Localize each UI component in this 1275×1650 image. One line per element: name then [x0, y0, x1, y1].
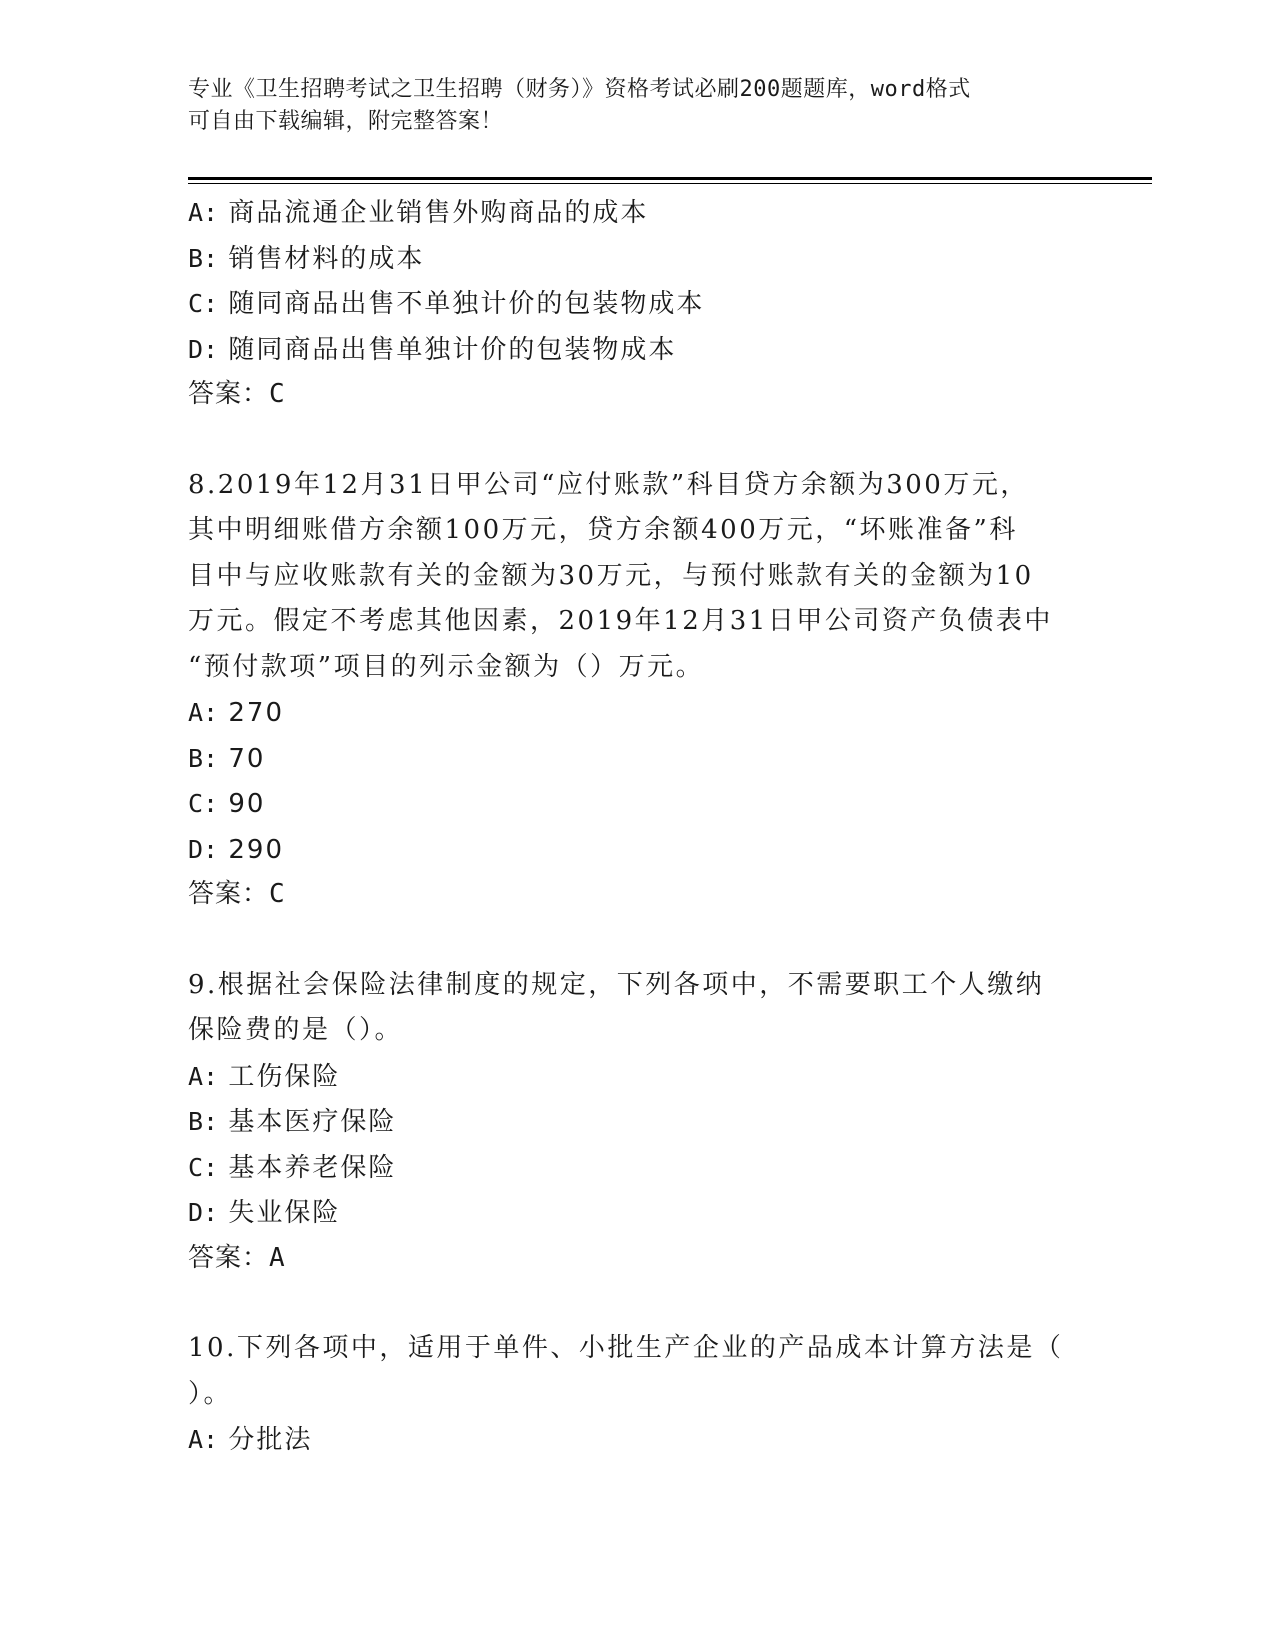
document-header	[188, 74, 1068, 138]
answer-value: C	[269, 379, 286, 409]
option-b	[188, 1099, 1068, 1145]
header-line-2: 可自由下载编辑，附完整答案！	[188, 109, 504, 134]
answer-value: A	[269, 1242, 286, 1273]
option-letter: D:	[188, 834, 219, 864]
option-c	[188, 1145, 1068, 1191]
spacer	[188, 1281, 1068, 1326]
option-text: 销售材料的成本	[228, 243, 425, 274]
question-text-line: 目中与应收账款有关的金额为30万元，与预付账款有关的金额为10	[188, 560, 1034, 591]
option-letter: A:	[188, 1061, 219, 1091]
spacer	[188, 918, 1068, 963]
answer-line	[188, 872, 1068, 918]
answer-line	[188, 372, 1068, 418]
answer-value: C	[269, 879, 286, 909]
header-line-1: 专业《卫生招聘考试之卫生招聘（财务）》资格考试必刷200题题库，word格式	[188, 77, 971, 102]
option-text: 商品流通企业销售外购商品的成本	[228, 198, 649, 228]
option-text: 随同商品出售不单独计价的包装物成本	[228, 289, 705, 319]
option-b	[188, 736, 1068, 782]
spacer	[188, 418, 1068, 463]
question-text-line: 保险费的是（）。	[188, 1015, 404, 1045]
header-rule-thick	[188, 177, 1152, 180]
option-letter: C:	[188, 789, 219, 818]
question-7	[188, 190, 1068, 418]
option-text: 基本医疗保险	[228, 1107, 397, 1137]
option-c	[188, 281, 1068, 327]
option-letter: B:	[188, 243, 219, 273]
option-text: 270	[228, 698, 285, 728]
question-9	[188, 963, 1068, 1282]
option-letter: C:	[188, 289, 219, 318]
option-a	[188, 190, 1068, 236]
option-text: 90	[228, 789, 266, 819]
option-letter: D:	[188, 334, 219, 364]
question-8	[188, 463, 1068, 918]
answer-label: 答案：	[188, 379, 270, 409]
option-d	[188, 827, 1068, 873]
question-text-line: 8.2019年12月31日甲公司“应付账款”科目贷方余额为300万元，	[188, 469, 1029, 500]
option-d	[188, 327, 1068, 373]
option-text: 分批法	[228, 1425, 313, 1455]
option-text: 70	[228, 743, 266, 774]
question-text-line: 10.下列各项中，适用于单件、小批生产企业的产品成本计算方法是（	[188, 1333, 1064, 1363]
option-c	[188, 781, 1068, 827]
option-letter: C:	[188, 1152, 219, 1182]
option-letter: D:	[188, 1198, 219, 1227]
answer-line	[188, 1236, 1068, 1282]
option-d	[188, 1190, 1068, 1236]
option-letter: A:	[188, 698, 219, 727]
question-10	[188, 1326, 1068, 1463]
option-text: 基本养老保险	[228, 1152, 397, 1183]
option-letter: B:	[188, 743, 219, 773]
option-text: 工伤保险	[228, 1061, 341, 1092]
question-text-line: 9.根据社会保险法律制度的规定，下列各项中，不需要职工个人缴纳	[188, 969, 1045, 1000]
option-a	[188, 690, 1068, 736]
question-text-line: “预付款项”项目的列示金额为（）万元。	[188, 651, 705, 682]
option-a	[188, 1417, 1068, 1463]
option-text: 失业保险	[228, 1198, 341, 1228]
option-b	[188, 236, 1068, 282]
option-letter: B:	[188, 1107, 219, 1136]
answer-label: 答案：	[188, 879, 270, 909]
option-text: 290	[228, 834, 285, 865]
option-letter: A:	[188, 198, 219, 227]
question-text-line: 其中明细账借方余额100万元，贷方余额400万元，“坏账准备”科	[188, 515, 1018, 545]
question-content	[188, 190, 1068, 1463]
question-text-line: 万元。假定不考虑其他因素，2019年12月31日甲公司资产负债表中	[188, 606, 1053, 636]
answer-label: 答案：	[188, 1242, 270, 1273]
header-rule-thin	[188, 183, 1152, 184]
option-a	[188, 1054, 1068, 1100]
question-text-line: ）。	[188, 1378, 233, 1409]
option-text: 随同商品出售单独计价的包装物成本	[228, 334, 677, 365]
option-letter: A:	[188, 1425, 219, 1454]
